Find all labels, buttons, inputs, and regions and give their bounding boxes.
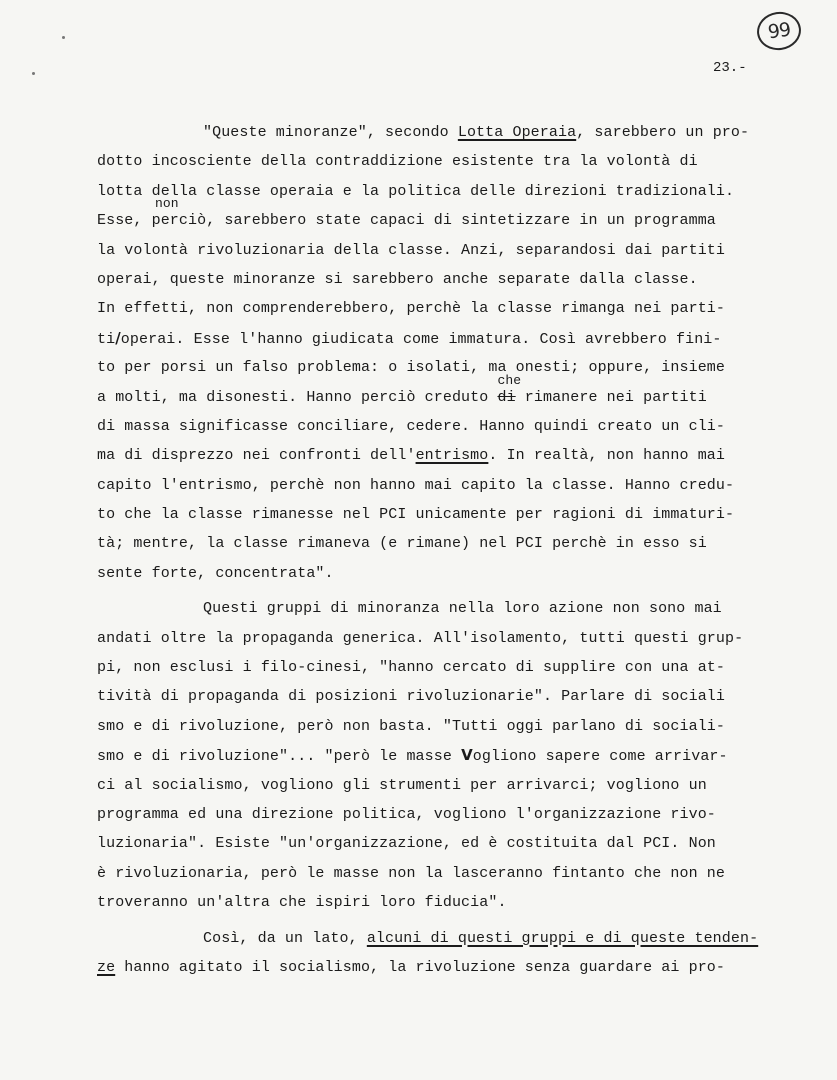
underlined-phrase: alcuni di questi gruppi e di queste tenden- xyxy=(366,929,759,947)
text-line: to per porsi un falso problema: o isolati, ma onesti; oppure, insieme xyxy=(97,359,726,377)
text-line: programma ed una direzione politica, vogliono l'organizzazione rivo- xyxy=(97,805,716,823)
text-line: smo e di rivoluzione"... "però le masse Vogliono sapere come arrivar- xyxy=(97,746,728,766)
text-line: ci al socialismo, vogliono gli strumenti per arrivarci; vogliono un xyxy=(97,776,707,794)
handwritten-insertion: che xyxy=(497,372,522,388)
handwritten-insertion: non xyxy=(155,196,179,212)
text-line: andati oltre la propaganda generica. All'isolamento, tutti questi grup- xyxy=(97,629,744,647)
text-line: ma di disprezzo nei confronti dell'entrismo. In realtà, non hanno mai xyxy=(97,447,726,465)
text-line: ze hanno agitato il socialismo, la rivoluzione senza guardare ai pro- xyxy=(97,958,726,976)
underlined-title: Lotta Operaia xyxy=(457,124,577,141)
archive-mark: 99 xyxy=(766,18,792,44)
text-line: pi, non esclusi i filo-cinesi, "hanno cercato di supplire con una at- xyxy=(97,659,726,677)
typed-text-body xyxy=(97,118,797,982)
text-line: Questi gruppi di minoranza nella loro azione non sono mai xyxy=(203,600,722,618)
page-number: 23.- xyxy=(713,60,747,76)
text-line: "Queste minoranze", secondo Lotta Operaia, sarebbero un pro- xyxy=(203,124,750,141)
text-line: è rivoluzionaria, però le masse non la lasceranno fintanto che non ne xyxy=(97,864,726,882)
text-line: lotta della classe operaia e la politica delle direzioni tradizionali. xyxy=(97,182,735,200)
archive-stamp xyxy=(755,9,804,53)
text-line: smo e di rivoluzione, però non basta. "Tutti oggi parlano di sociali- xyxy=(97,717,726,735)
text-line: luzionaria". Esiste "un'organizzazione, ed è costituita dal PCI. Non xyxy=(97,835,716,853)
handwritten-mark: / xyxy=(115,328,121,347)
struck-word: di xyxy=(497,388,516,406)
underlined-phrase: ze xyxy=(97,958,116,976)
text-line: Esse, perciò, non sarebbero state capaci di sintetizzare in un programma xyxy=(97,196,716,230)
text-line: di massa significasse conciliare, cedere. Hanno quindi creato un cli- xyxy=(97,417,726,435)
handwritten-mark: V xyxy=(461,746,473,765)
text-line: capito l'entrismo, perchè non hanno mai capito la classe. Hanno credu- xyxy=(97,476,735,494)
text-line: ti/operai. Esse l'hanno giudicata come immatura. Così avrebbero fini- xyxy=(97,328,722,348)
text-line: to che la classe rimanesse nel PCI unicamente per ragioni di immaturi- xyxy=(97,506,735,524)
text-line: tività di propaganda di posizioni rivoluzionarie". Parlare di sociali xyxy=(97,688,726,706)
text-line: la volontà rivoluzionaria della classe. Anzi, separandosi dai partiti xyxy=(97,241,726,259)
underlined-word: entrismo xyxy=(415,447,489,465)
text-line: a molti, ma disonesti. Hanno perciò creduto che di rimanere nei partiti xyxy=(97,372,707,406)
text-line: operai, queste minoranze si sarebbero anche separate dalla classe. xyxy=(97,270,698,288)
text-line: dotto incosciente della contraddizione esistente tra la volontà di xyxy=(97,153,698,171)
text-line: tà; mentre, la classe rimaneva (e rimane) nel PCI perchè in esso si xyxy=(97,535,707,553)
text-line: troveranno un'altra che ispiri loro fiducia". xyxy=(97,894,507,912)
text-line: sente forte, concentrata". xyxy=(97,564,334,582)
paper-speck xyxy=(62,36,65,39)
text-line: Così, da un lato, alcuni di questi gruppi e di queste tenden- xyxy=(203,929,759,947)
text-line: In effetti, non comprenderebbero, perchè la classe rimanga nei parti- xyxy=(97,300,726,318)
paper-speck xyxy=(32,72,35,75)
